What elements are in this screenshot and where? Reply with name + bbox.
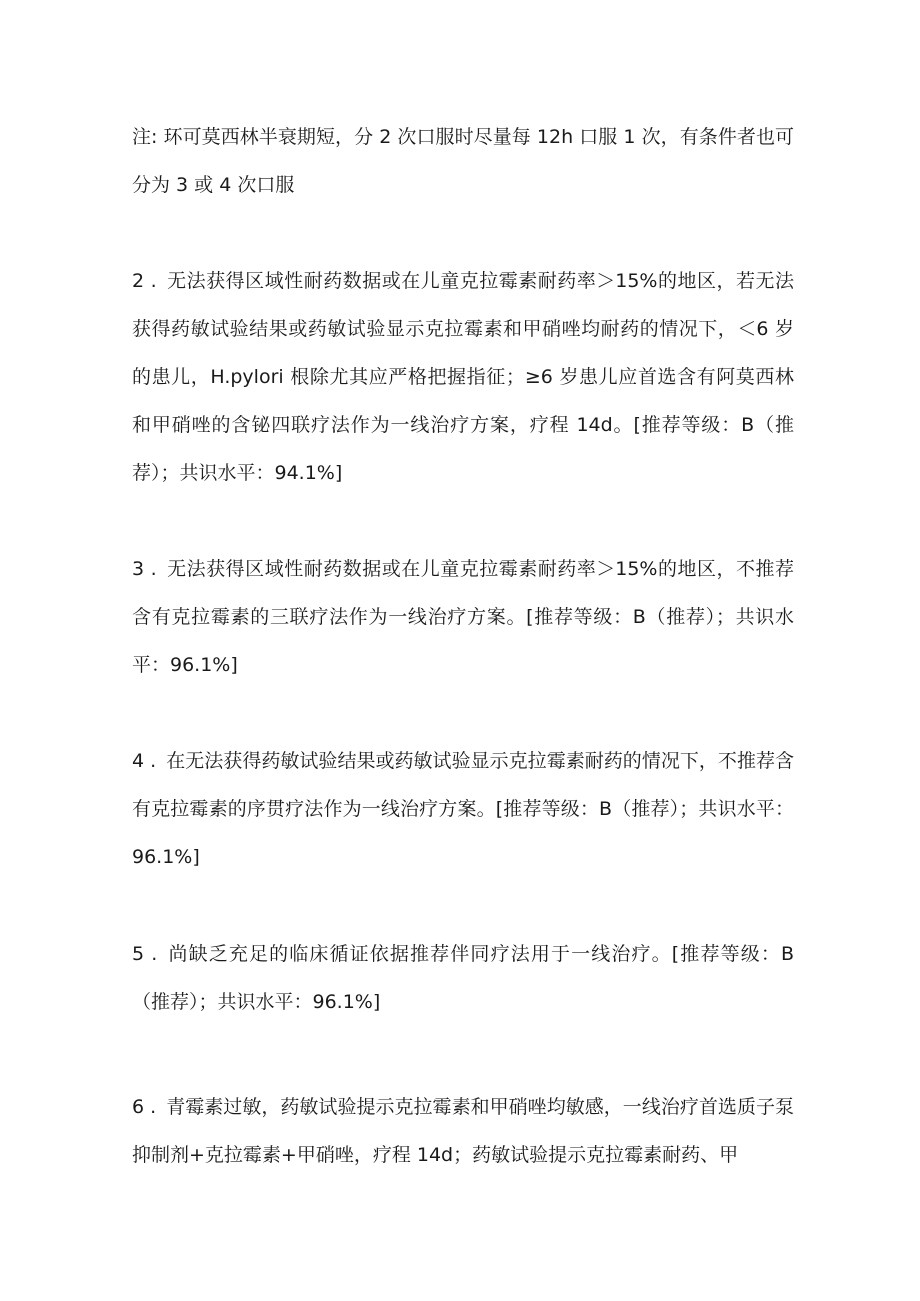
item-number: 5 . bbox=[132, 943, 158, 965]
recommendation-3 bbox=[132, 545, 794, 689]
item-text: 在无法获得药敏试验结果或药敏试验显示克拉霉素耐药的情况下，不推荐含有克拉霉素的序贯疗法作为一线治疗方案。[推荐等级：B（推荐）；共识水平：96.1%] bbox=[132, 750, 794, 868]
item-number: 2 . bbox=[132, 270, 157, 292]
note-text: 注: 环可莫西林半衰期短，分 2 次口服时尽量每 12h 口服 1 次，有条件者也可分为 3 或 4 次口服 bbox=[132, 126, 794, 196]
note-paragraph bbox=[132, 113, 794, 209]
recommendation-2 bbox=[132, 257, 794, 497]
recommendation-6 bbox=[132, 1083, 794, 1179]
item-number: 3 . bbox=[132, 558, 157, 580]
recommendation-5 bbox=[132, 930, 794, 1026]
recommendation-4 bbox=[132, 737, 794, 881]
item-text: 青霉素过敏，药敏试验提示克拉霉素和甲硝唑均敏感，一线治疗首选质子泵抑制剂+克拉霉素+甲硝唑，疗程 14d；药敏试验提示克拉霉素耐药、甲 bbox=[132, 1096, 794, 1166]
item-number: 4 . bbox=[132, 750, 157, 772]
item-number: 6 . bbox=[132, 1096, 157, 1118]
item-text: 无法获得区域性耐药数据或在儿童克拉霉素耐药率＞15%的地区，若无法获得药敏试验结果或药敏试验显示克拉霉素和甲硝唑均耐药的情况下，＜6 岁的患儿，H.pylori 根除尤其应严格把握指征；≥6 岁患儿应首选含有阿莫西林和甲硝唑的含铋四联疗法作为一线治疗方案，疗程 14d。[推荐等级：B（推荐）；共识水平：94.1%] bbox=[132, 270, 794, 484]
item-text: 尚缺乏充足的临床循证依据推荐伴同疗法用于一线治疗。[推荐等级：B（推荐）；共识水平：96.1%] bbox=[132, 943, 795, 1013]
item-text: 无法获得区域性耐药数据或在儿童克拉霉素耐药率＞15%的地区，不推荐含有克拉霉素的三联疗法作为一线治疗方案。[推荐等级：B（推荐）；共识水平：96.1%] bbox=[132, 558, 794, 676]
